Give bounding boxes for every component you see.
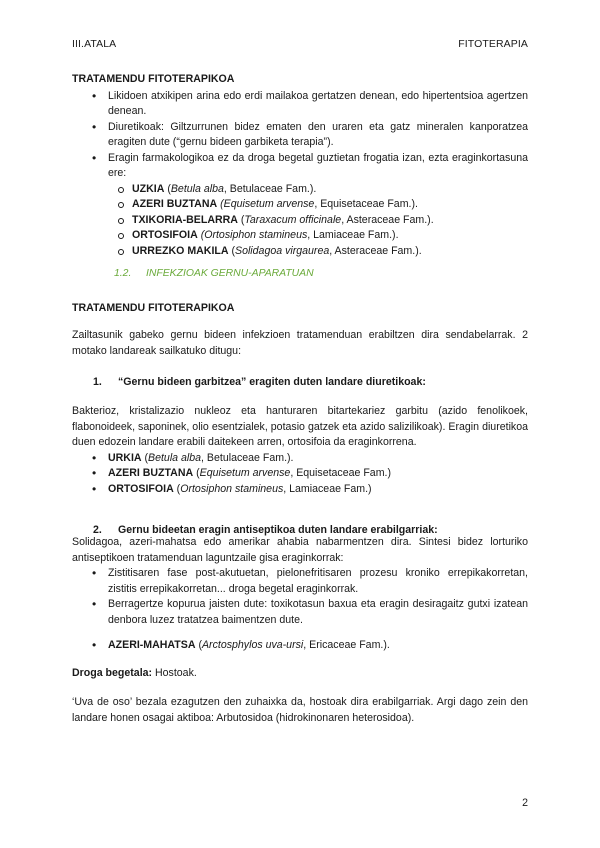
plant-latin: Betula alba xyxy=(170,182,224,195)
plant-family: , Equisetaceae Fam.) xyxy=(290,467,391,479)
plant-item: TXIKORIA-BELARRA (Taraxacum officinale, Asteraceae Fam.). xyxy=(72,213,528,229)
plant-family: , Betulaceae Fam.). xyxy=(223,182,317,195)
plant-name: URREZKO MAKILA xyxy=(132,244,229,257)
droga-value: Hostoak. xyxy=(152,667,197,679)
plant-latin: (Ortosiphon stamineus xyxy=(200,229,308,241)
section-2-title: TRATAMENDU FITOTERAPIKOA xyxy=(72,302,235,314)
plant-name: URKIA xyxy=(108,451,142,464)
header-right: FITOTERAPIA xyxy=(458,38,528,50)
paragraph: ‘Uva de oso’ bezala ezagutzen den zuhaixka da, hostoak dira erabilgarriak. Argi dago zein den landare honen osagai aktiboa: Arbutosidoa (hidrokinonaren heterosidoa). xyxy=(72,696,528,724)
list-item: • Zistitisaren fase post-akutuetan, pielonefritisaren prozesu kroniko errepikakorretan, zistitis errepikakorretan... droga begetal eraginkorrak. xyxy=(72,566,528,597)
plant-item xyxy=(72,197,528,213)
subheading-text: Gernu bideetan eragin antiseptikoa duten landare erabilgarriak: xyxy=(118,523,438,536)
plant-name: ORTOSIFOIA xyxy=(132,229,198,241)
plant-item: URREZKO MAKILA (Solidagoa virgaurea, Asteraceae Fam.). xyxy=(72,244,528,260)
intro-paragraph: Zailtasunik gabeko gernu bideen infekzioen tratamenduan erabiltzen dira sendabelarrak. 2 motako landareak sailkatuko ditugu: xyxy=(72,329,528,357)
plant-family: , Equisetaceae Fam.). xyxy=(314,198,418,210)
plant-name: AZERI BUZTANA xyxy=(132,198,218,210)
plant-name: UZKIA xyxy=(132,182,165,195)
plant-item: • AZERI BUZTANA (Equisetum arvense, Equisetaceae Fam.) xyxy=(72,466,528,482)
plant-family: , Asteraceae Fam.). xyxy=(329,244,422,257)
plant-latin: Arctosphylos uva-ursi xyxy=(201,639,304,651)
plant-name: ORTOSIFOIA xyxy=(108,482,174,495)
droga-line xyxy=(72,666,528,682)
droga-label: Droga begetala: xyxy=(72,667,153,679)
plant-latin: Solidagoa virgaurea xyxy=(235,244,330,257)
subheading-text: “Gernu bideen garbitzea” eragiten duten landare diuretikoak: xyxy=(118,376,426,388)
section-heading: INFEKZIOAK GERNU-APARATUAN xyxy=(146,268,314,279)
plant-name: TXIKORIA-BELARRA xyxy=(132,213,238,226)
plant-latin: (Equisetum arvense xyxy=(220,198,315,210)
plant-name: AZERI BUZTANA xyxy=(108,467,194,479)
subheading-1 xyxy=(72,375,574,391)
list-item: • Likidoen atxikipen arina edo erdi mailakoa gertatzen denean, edo hipertentsioa agertzen denean. xyxy=(72,89,528,120)
plant-family: , Lamiaceae Fam.) xyxy=(283,482,372,495)
paragraph: Bakterioz, kristalizazio nukleoz eta hanturaren bitartekariez garbitu (azido fenolikoek, flabonoideek, saponinek, olio esentzialek, potasio gatzek eta azido salizilikoak). Eragin diuretikoa duen edozein landare erabili daitekeen arren, ortosifoia da eraginkorrena. xyxy=(72,405,528,448)
plant-family: , Ericaceae Fam.). xyxy=(303,639,390,651)
list-item: • Berragertze kopurua jaisten dute: toxikotasun baxua eta eragin desiragaitz gutxi izatean denbora luzez tratatzea baimentzen dute. xyxy=(72,597,528,628)
diuretic-block xyxy=(72,404,528,497)
section-1-title: TRATAMENDU FITOTERAPIKOA xyxy=(72,73,235,85)
antiseptic-block xyxy=(72,535,528,628)
plant-latin: Taraxacum officinale xyxy=(244,213,342,226)
plant-latin: Betula alba xyxy=(148,451,202,464)
paragraph: Solidagoa, azeri-mahatsa edo amerikar ahabia nabarmentzen dira. Sintesi bidez lorturiko antiseptikoen tratamenduan laguntzaile gisa eraginkorrak: xyxy=(72,536,528,564)
subheading-number: 1. xyxy=(93,376,102,388)
plant-family: , Asteraceae Fam.). xyxy=(341,213,434,226)
section-number: 1.2. xyxy=(114,268,132,279)
plant-item: • ORTOSIFOIA (Ortosiphon stamineus, Lamiaceae Fam.) xyxy=(72,482,528,498)
list-item: • Eragin farmakologikoa ez da droga begetal guztietan frogatia izan, ezta eraginkortasuna ere: xyxy=(72,151,528,182)
header-left: III.ATALA xyxy=(72,38,117,50)
section-1 xyxy=(72,72,528,259)
plant-item: UZKIA (Betula alba, Betulaceae Fam.). xyxy=(72,182,528,198)
plant-family: , Lamiaceae Fam.). xyxy=(307,229,399,241)
page-number: 2 xyxy=(522,797,528,809)
plant-item xyxy=(72,228,528,244)
plant-item: • URKIA (Betula alba, Betulaceae Fam.). xyxy=(72,451,528,467)
plant-latin: Ortosiphon stamineus xyxy=(180,482,284,495)
subheading-number: 2. xyxy=(93,523,102,536)
plant-list xyxy=(72,638,528,654)
plant-item: • AZERI-MAHATSA (Arctosphylos uva-ursi, Ericaceae Fam.). xyxy=(72,638,528,654)
plant-name: AZERI-MAHATSA xyxy=(108,639,196,651)
plant-latin: Equisetum arvense xyxy=(199,467,291,479)
list-item: • Diuretikoak: Giltzurrunen bidez ematen den uraren eta gatz mineralen kanporatzea eragiten dute (“gernu bideen garbiketa terapia”). xyxy=(72,120,528,151)
plant-family: , Betulaceae Fam.). xyxy=(201,451,294,464)
